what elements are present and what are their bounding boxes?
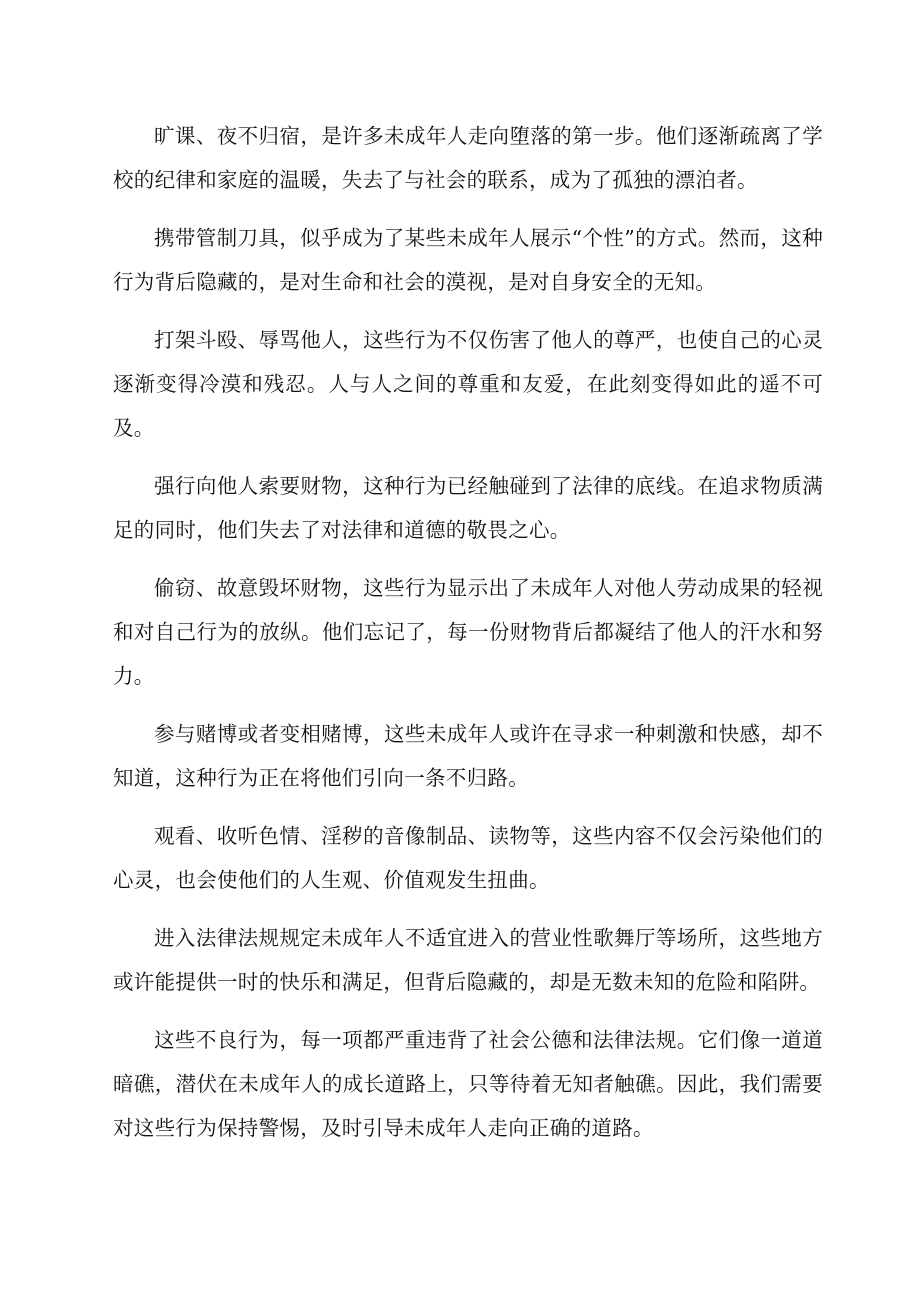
paragraph-9: 这些不良行为，每一项都严重违背了社会公德和法律法规。它们像一道道暗礁，潜伏在未成年人的成长道路上，只等待着无知者触礁。因此，我们需要对这些行为保持警惕，及时引导未成年人走向正确的道路。 — [113, 1028, 823, 1140]
paragraph-3: 打架斗殴、辱骂他人，这些行为不仅伤害了他人的尊严，也使自己的心灵逐渐变得冷漠和残忍。人与人之间的尊重和友爱，在此刻变得如此的遥不可及。 — [113, 328, 823, 440]
paragraph-4: 强行向他人索要财物，这种行为已经触碰到了法律的底线。在追求物质满足的同时，他们失去了对法律和道德的敬畏之心。 — [113, 474, 823, 542]
paragraph-5: 偷窃、故意毁坏财物，这些行为显示出了未成年人对他人劳动成果的轻视和对自己行为的放纵。他们忘记了，每一份财物背后都凝结了他人的汗水和努力。 — [113, 576, 823, 688]
paragraph-2: 携带管制刀具，似乎成为了某些未成年人展示“个性”的方式。然而，这种行为背后隐藏的，是对生命和社会的漠视，是对自身安全的无知。 — [113, 226, 823, 294]
paragraph-6: 参与赌博或者变相赌博，这些未成年人或许在寻求一种刺激和快感，却不知道，这种行为正在将他们引向一条不归路。 — [113, 722, 823, 790]
paragraph-7: 观看、收听色情、淫秽的音像制品、读物等，这些内容不仅会污染他们的心灵，也会使他们的人生观、价值观发生扭曲。 — [113, 824, 823, 892]
paragraph-1: 旷课、夜不归宿，是许多未成年人走向堕落的第一步。他们逐渐疏离了学校的纪律和家庭的温暖，失去了与社会的联系，成为了孤独的漂泊者。 — [113, 124, 823, 192]
document-body — [113, 114, 823, 1164]
paragraph-8: 进入法律法规规定未成年人不适宜进入的营业性歌舞厅等场所，这些地方或许能提供一时的快乐和满足，但背后隐藏的，却是无数未知的危险和陷阱。 — [113, 926, 823, 994]
